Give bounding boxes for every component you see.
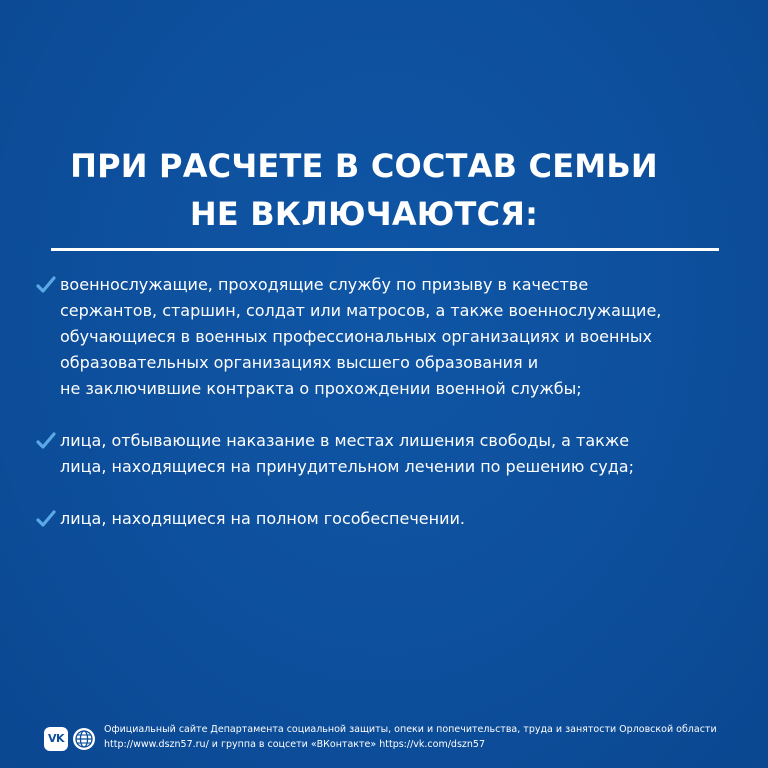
exclusion-list <box>36 272 736 532</box>
list-item <box>36 506 736 532</box>
footer-line-1: Официальный сайте Департамента социальной защиты, опеки и попечительства, труда и занятости Орловской области <box>104 724 717 735</box>
footer-text <box>104 722 744 752</box>
globe-icon[interactable] <box>72 727 96 751</box>
page-title <box>0 142 728 238</box>
vk-logo-icon[interactable]: VK <box>44 727 68 751</box>
list-item-text: образовательных организациях высшего образования и <box>60 353 539 372</box>
list-item-text: не заключившие контракта о прохождении военной службы; <box>60 379 582 398</box>
checkmark-icon <box>36 432 56 450</box>
list-item <box>36 272 736 402</box>
footer <box>44 722 744 758</box>
list-item-text: сержантов, старшин, солдат или матросов, а также военнослужащие, <box>60 301 662 320</box>
checkmark-icon <box>36 510 56 528</box>
list-item-text: обучающиеся в военных профессиональных организациях и военных <box>60 327 653 346</box>
list-item-text: лица, находящиеся на полном гособеспечении. <box>60 509 465 528</box>
title-line-2: НЕ ВКЛЮЧАЮТСЯ: <box>189 195 539 233</box>
footer-line-2[interactable]: http://www.dszn57.ru/ и группа в соцсети «ВКонтакте» https://vk.com/dszn57 <box>104 739 485 750</box>
list-item-text: лица, отбывающие наказание в местах лишения свободы, а также <box>60 431 630 450</box>
title-divider <box>51 248 719 251</box>
title-line-1: ПРИ РАСЧЕТЕ В СОСТАВ СЕМЬИ <box>70 147 658 185</box>
list-item <box>36 428 736 480</box>
list-item-text: военнослужащие, проходящие службу по призыву в качестве <box>60 275 589 294</box>
checkmark-icon <box>36 276 56 294</box>
list-item-text: лица, находящиеся на принудительном лечении по решению суда; <box>60 457 634 476</box>
